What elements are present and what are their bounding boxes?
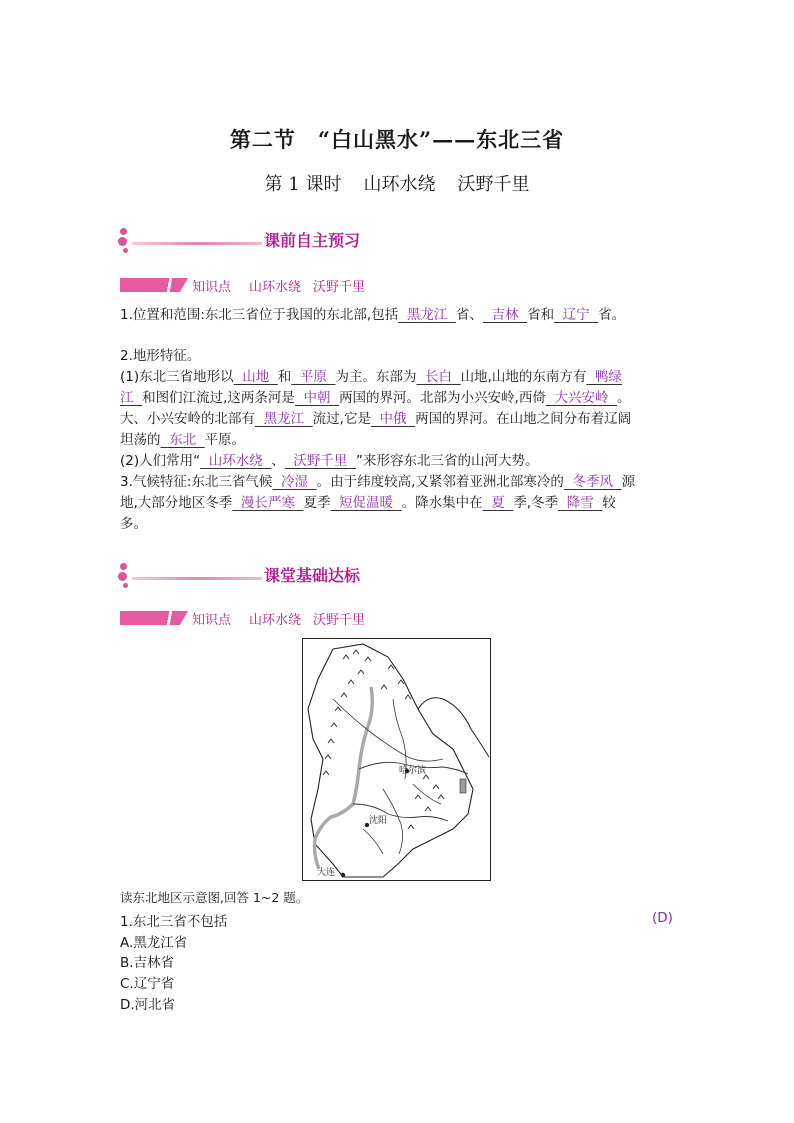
answer-blank: 中朝 bbox=[294, 390, 340, 406]
answer-blank: 沃野千里 bbox=[284, 453, 356, 469]
answer-blank: 降雪 bbox=[558, 495, 603, 511]
option-b: B.吉林省 bbox=[120, 955, 175, 971]
section-header-preview bbox=[118, 228, 418, 254]
exercise-question-1: 1.东北三省不包括 bbox=[120, 914, 228, 930]
question-3-climate: 3.气候特征:东北三省气候 冷湿 。由于纬度较高,又紧邻着亚洲北部寒冷的 冬季风 源 地,大部分地区冬季 漫长严寒 夏季 短促温暖 。降水集中在 夏 季,冬季 降雪 较 多。 bbox=[120, 474, 636, 532]
answer-blank: 平原 bbox=[291, 369, 336, 385]
answer-blank: 冬季风 bbox=[563, 474, 622, 490]
city-label-shenyang: 沈阳 bbox=[369, 816, 388, 826]
knowledge-point-bar bbox=[120, 609, 520, 627]
kp-tab-icon bbox=[120, 278, 188, 292]
answer-blank: 东北 bbox=[160, 432, 205, 448]
decor-line bbox=[132, 242, 262, 245]
page-subtitle bbox=[0, 170, 794, 196]
answer-blank: 黑龙江 bbox=[398, 307, 456, 323]
section-title: 课堂基础达标 bbox=[264, 566, 361, 585]
map-illustration-icon bbox=[303, 639, 490, 880]
exercise-answer: (D) bbox=[652, 910, 673, 926]
answer-blank: 辽宁 bbox=[554, 307, 599, 323]
answer-blank: 长白 bbox=[416, 369, 461, 385]
city-label-harbin: 哈尔滨 bbox=[399, 766, 427, 776]
answer-blank: 吉林 bbox=[482, 307, 528, 323]
map-caption: 读东北地区示意图,回答 1~2 题。 bbox=[120, 890, 309, 905]
answer-blank: 冷湿 bbox=[272, 474, 317, 490]
option-a: A.黑龙江省 bbox=[120, 935, 188, 951]
answer-blank: 山环水绕 bbox=[200, 453, 272, 469]
question-2-terrain: 2.地形特征。 (1)东北三省地形以 山地 和 平原 为主。东部为 长白 山地,山地的东南方有 鸭绿 江 和图们江流过,这两条河是 中朝 两国的界河。北部为小兴安岭,西倚 大兴安岭 。 大、小兴安岭的北部有 黑龙江 流过,它是 中俄 两国的界河。在山地之间分布着辽阔 坦荡的 东北 平原。 (2)人们常用“ 山环水绕 、 沃野千里 ”来形容东北三省的山河大势。 bbox=[120, 348, 632, 469]
decor-dots-icon bbox=[118, 228, 134, 254]
answer-blank: 短促温暖 bbox=[330, 495, 402, 511]
answer-blank: 夏 bbox=[482, 495, 514, 511]
option-d: D.河北省 bbox=[120, 997, 176, 1013]
answer-blank: 鸭绿 bbox=[586, 369, 623, 385]
answer-blank: 大兴安岭 bbox=[545, 390, 618, 406]
answer-blank: 黑龙江 bbox=[255, 411, 313, 427]
lesson-topic-b: 沃野千里 bbox=[457, 174, 530, 195]
page-title: 第二节 “白山黑水”——东北三省 bbox=[229, 127, 565, 152]
question-1-location: 1.位置和范围:东北三省位于我国的东北部,包括 黑龙江 省、 吉林 省和 辽宁 省。 bbox=[120, 307, 626, 323]
answer-blank: 漫长严寒 bbox=[232, 495, 304, 511]
decor-dots-icon bbox=[118, 563, 134, 589]
lesson-number: 第 1 课时 bbox=[264, 174, 342, 195]
answer-blank: 江 bbox=[120, 390, 143, 406]
answer-blank: 山地 bbox=[233, 369, 278, 385]
knowledge-point-bar bbox=[120, 276, 520, 294]
lesson-topic-a: 山环水绕 bbox=[363, 174, 436, 195]
kp-text: 知识点 山环水绕 沃野千里 bbox=[192, 613, 366, 628]
section-title: 课前自主预习 bbox=[264, 231, 361, 250]
kp-tab-icon bbox=[120, 611, 188, 625]
northeast-map bbox=[302, 638, 491, 881]
section-header-classroom bbox=[118, 563, 418, 589]
answer-blank: 中俄 bbox=[370, 411, 416, 427]
kp-text: 知识点 山环水绕 沃野千里 bbox=[192, 280, 366, 295]
decor-line bbox=[132, 577, 262, 580]
option-c: C.辽宁省 bbox=[120, 976, 175, 992]
city-label-dalian: 大连 bbox=[317, 868, 336, 878]
